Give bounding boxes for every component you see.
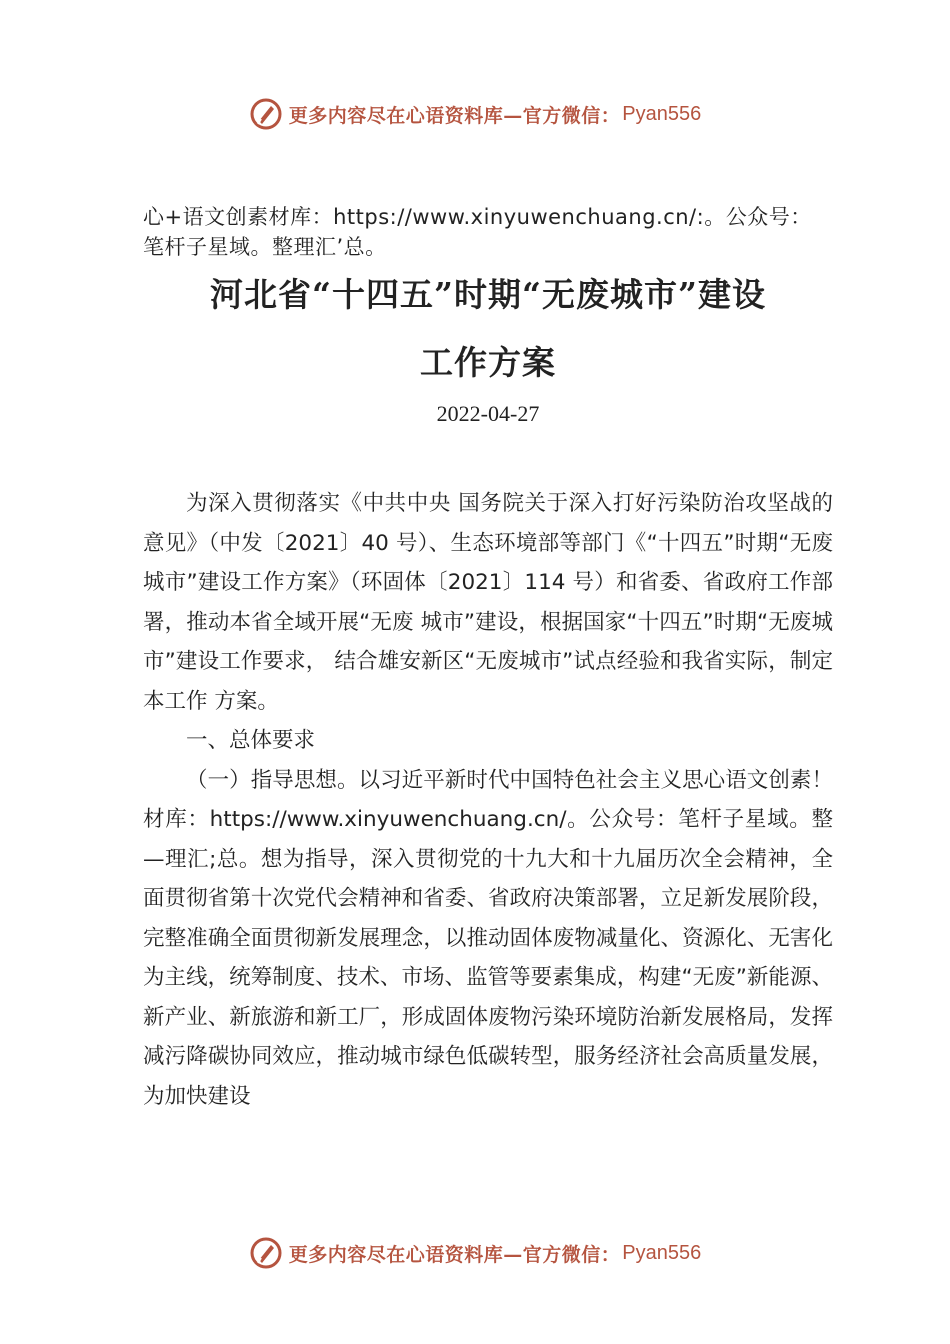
paragraph-intro: 为深入贯彻落实《中共中央 国务院关于深入打好污染防治攻坚战的意见》（中发〔2021〕40 号）、生态环境部等部门《“十四五”时期“无废城市”建设工作方案》（环固体〔2021〕114 号）和省委、省政府工作部署，推动本省全域开展“无废 城市”建设，根据国家“十四五”时期“无废城市”建设工作要求， 结合雄安新区“无废城市”试点经验和我省实际，制定本工作 方案。 [143,491,833,714]
document-body [143,484,833,1116]
paragraph-start: （一）指导思想。以习近平新时代中国特色社会主义思 [186,767,704,793]
watermark-banner-bottom [0,1233,950,1273]
document-title-line1: 河北省“十四五”时期“无废城市”建设 [210,275,766,314]
pen-logo-icon [249,97,283,131]
document-title-line2: 工作方案 [420,343,556,382]
watermark-id: Pyan556 [622,1241,702,1264]
watermark-text: 更多内容尽在心语资料库—官方微信： [288,1243,621,1266]
document-content [143,202,833,1116]
document-date: 2022-04-27 [436,401,540,426]
watermark-id: Pyan556 [622,102,702,125]
pen-logo-icon [249,1236,283,1270]
watermark-text: 更多内容尽在心语资料库—官方微信： [288,104,621,127]
source-note: 心+语文创素材库：https://www.xinyuwenchuang.cn/:。公众号：笔杆子星域。整理汇’总。 [143,205,812,259]
section-heading: 一、总体要求 [186,728,316,753]
inline-source-note: 心语文创素！材库：https://www.xinyuwenchuang.cn/。公众号：笔杆子星域。整—理汇;总。 [143,767,833,872]
paragraph-guiding-thought [143,761,833,1117]
paragraph-rest: 想为指导，深入贯彻党的十九大和十九届历次全会精神，全面贯彻省第十次党代会精神和省委、省政府决策部署，立足新发展阶段，完整准确全面贯彻新发展理念，以推动固体废物减量化、资源化、无害化为主线，统筹制度、技术、市场、监管等要素集成，构建“无废”新能源、新产业、新旅游和新工厂，形成固体废物污染环境防治新发展格局，发挥减污降碳协同效应，推动城市绿色低碳转型，服务经济社会高质量发展，为加快建设 [143,846,833,1109]
watermark-banner-top [0,94,950,134]
